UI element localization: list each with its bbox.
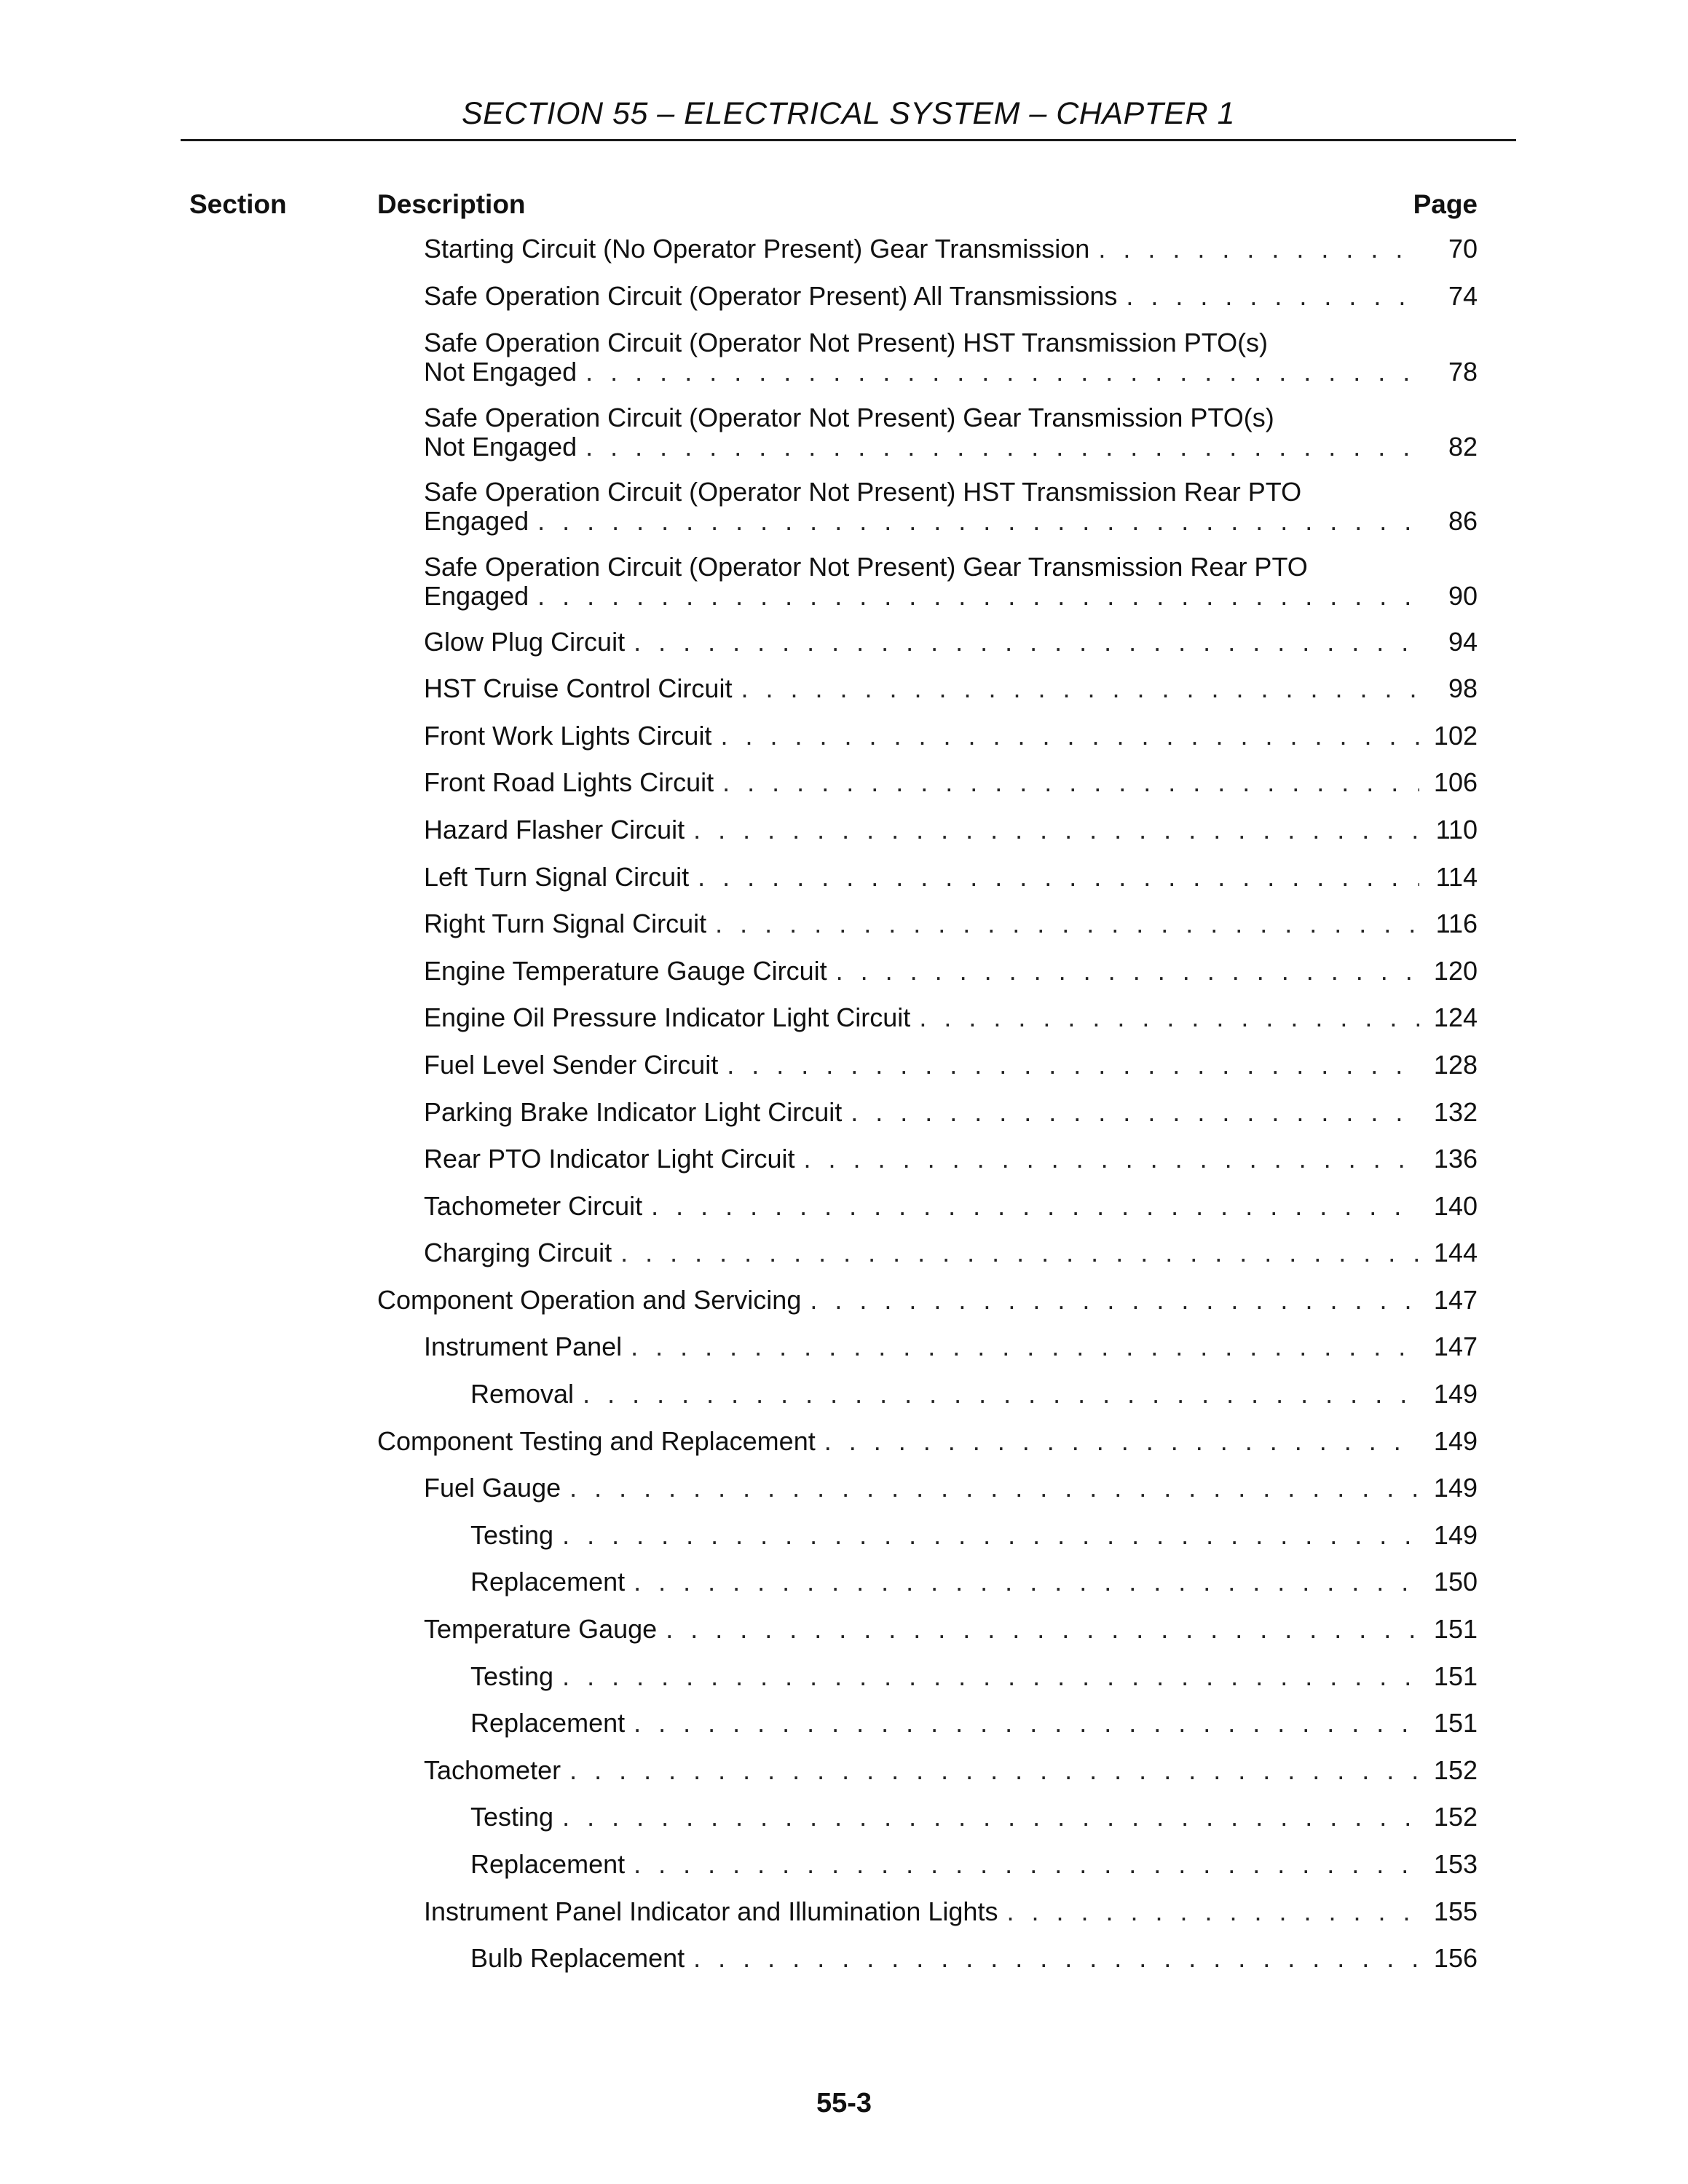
toc-entry-leader-line bbox=[424, 1615, 1478, 1644]
dot-leader bbox=[851, 1098, 1419, 1127]
dot-leader bbox=[693, 1944, 1419, 1973]
toc-entry-page: 70 bbox=[1448, 234, 1478, 264]
toc-entry-title-line: Safe Operation Circuit (Operator Not Present) Gear Transmission Rear PTO bbox=[424, 551, 1308, 582]
toc-entry bbox=[377, 1427, 1478, 1456]
toc-entry-page: 147 bbox=[1433, 1332, 1478, 1362]
toc-entry-leader-line bbox=[470, 1521, 1478, 1550]
toc-entry-title: Instrument Panel Indicator and Illumination Lights bbox=[424, 1896, 998, 1926]
dot-leader bbox=[583, 1380, 1419, 1409]
toc-entry-leader-line bbox=[424, 1192, 1478, 1221]
toc-entry-leader-line bbox=[470, 1380, 1478, 1409]
toc-entry-title: Not Engaged bbox=[424, 432, 577, 462]
toc-entry bbox=[377, 1286, 1478, 1315]
dot-leader bbox=[569, 1756, 1419, 1785]
toc-entry-title: Testing bbox=[470, 1520, 554, 1550]
dot-leader bbox=[569, 1473, 1419, 1503]
toc-entry bbox=[377, 674, 1478, 703]
toc-entry-page: 150 bbox=[1433, 1567, 1478, 1597]
toc-entry-title: Front Work Lights Circuit bbox=[424, 721, 712, 751]
page-number-footer: 55-3 bbox=[816, 2088, 872, 2118]
dot-leader bbox=[727, 1051, 1419, 1080]
toc-entry-page: 94 bbox=[1448, 627, 1478, 657]
description-column-header: Description bbox=[377, 189, 526, 219]
toc-entry-page: 153 bbox=[1433, 1850, 1478, 1879]
toc-entry-leader-line bbox=[424, 1473, 1478, 1503]
toc-entry bbox=[377, 1567, 1478, 1597]
dot-leader bbox=[562, 1521, 1419, 1550]
toc-entry-leader-line bbox=[424, 1756, 1478, 1785]
toc-entry-title: Instrument Panel bbox=[424, 1332, 623, 1362]
toc-entry-page: 151 bbox=[1433, 1709, 1478, 1738]
toc-entry-leader-line bbox=[424, 507, 1478, 536]
toc-entry bbox=[377, 815, 1478, 844]
toc-entry bbox=[377, 553, 1478, 611]
toc-entry-title: Rear PTO Indicator Light Circuit bbox=[424, 1144, 795, 1174]
toc-entry-title: Component Testing and Replacement bbox=[377, 1426, 816, 1456]
dot-leader bbox=[585, 432, 1419, 462]
toc-entry bbox=[377, 234, 1478, 264]
dot-leader bbox=[824, 1427, 1419, 1456]
toc-entry bbox=[377, 282, 1478, 311]
dot-leader bbox=[836, 957, 1419, 986]
toc-entry-page: 114 bbox=[1435, 862, 1478, 892]
toc-entry-page: 124 bbox=[1433, 1003, 1478, 1033]
dot-leader bbox=[698, 863, 1419, 892]
toc-entry-page: 102 bbox=[1433, 721, 1478, 751]
toc-entry-page: 149 bbox=[1433, 1380, 1478, 1409]
dot-leader bbox=[585, 357, 1419, 387]
toc-entry bbox=[377, 403, 1478, 462]
toc-entry-page: 156 bbox=[1433, 1944, 1478, 1974]
toc-entry bbox=[377, 1850, 1478, 1879]
toc-entry-leader-line bbox=[424, 815, 1478, 844]
toc-entry-title: Fuel Gauge bbox=[424, 1473, 561, 1503]
dot-leader bbox=[562, 1662, 1419, 1691]
toc-entry-leader-line bbox=[424, 282, 1478, 311]
toc-entry-leader-line bbox=[424, 1098, 1478, 1127]
dot-leader bbox=[634, 1567, 1419, 1597]
toc-entry-leader-line bbox=[424, 957, 1478, 986]
dot-leader bbox=[722, 768, 1419, 797]
toc-entry-title: Starting Circuit (No Operator Present) Gear Transmission bbox=[424, 234, 1090, 264]
toc-entry-page: 151 bbox=[1433, 1615, 1478, 1645]
dot-leader bbox=[537, 507, 1419, 536]
toc-entry-title: Glow Plug Circuit bbox=[424, 627, 626, 657]
toc-entry-leader-line bbox=[424, 1003, 1478, 1032]
toc-entry-title: Engine Oil Pressure Indicator Light Circuit bbox=[424, 1003, 911, 1033]
page-column-header: Page bbox=[1413, 189, 1478, 219]
dot-leader bbox=[631, 1332, 1419, 1361]
toc-entry-title: Hazard Flasher Circuit bbox=[424, 815, 685, 844]
toc-entry-title: Fuel Level Sender Circuit bbox=[424, 1050, 719, 1080]
dot-leader bbox=[537, 582, 1419, 611]
toc-entry-title: Safe Operation Circuit (Operator Present) All Transmissions bbox=[424, 281, 1118, 311]
toc-entry bbox=[377, 478, 1478, 536]
toc-entry bbox=[377, 1521, 1478, 1550]
dot-leader bbox=[715, 909, 1419, 938]
toc-entry-page: 82 bbox=[1448, 432, 1478, 462]
toc-entry-page: 116 bbox=[1435, 909, 1478, 939]
dot-leader bbox=[1126, 282, 1419, 311]
toc-entry-title: Tachometer Circuit bbox=[424, 1191, 643, 1221]
dot-leader bbox=[634, 628, 1419, 657]
toc-entry-title: Left Turn Signal Circuit bbox=[424, 862, 690, 892]
toc-entry bbox=[377, 1944, 1478, 1973]
toc-entry-title: Replacement bbox=[470, 1567, 626, 1597]
toc-entry bbox=[377, 1709, 1478, 1738]
toc-entry-page: 74 bbox=[1448, 281, 1478, 311]
toc-entry-page: 149 bbox=[1433, 1426, 1478, 1456]
page-header bbox=[181, 89, 1516, 141]
toc-entry bbox=[377, 768, 1478, 797]
toc-entry-title: Charging Circuit bbox=[424, 1238, 612, 1268]
toc-entry-title: Tachometer bbox=[424, 1755, 561, 1785]
toc-entry-leader-line bbox=[377, 1286, 1478, 1315]
toc-entry-leader-line bbox=[470, 1709, 1478, 1738]
toc-entry-leader-line bbox=[470, 1850, 1478, 1879]
dot-leader bbox=[620, 1238, 1419, 1267]
toc-entry-leader-line bbox=[470, 1944, 1478, 1973]
toc-entry-title: Engine Temperature Gauge Circuit bbox=[424, 956, 827, 986]
dot-leader bbox=[666, 1615, 1419, 1644]
toc-entry bbox=[377, 1380, 1478, 1409]
toc-entry-page: 90 bbox=[1448, 581, 1478, 611]
toc-entry bbox=[377, 1803, 1478, 1832]
dot-leader bbox=[1006, 1897, 1419, 1926]
dot-leader bbox=[562, 1803, 1419, 1832]
toc-entry bbox=[377, 1662, 1478, 1691]
toc-entry-title-line: Safe Operation Circuit (Operator Not Present) HST Transmission Rear PTO bbox=[424, 477, 1302, 507]
toc-entry bbox=[377, 1003, 1478, 1032]
toc-entry bbox=[377, 628, 1478, 657]
dot-leader bbox=[810, 1286, 1419, 1315]
toc-entry-leader-line bbox=[424, 768, 1478, 797]
dot-leader bbox=[651, 1192, 1419, 1221]
toc-entry-page: 136 bbox=[1433, 1144, 1478, 1174]
section-column-header: Section bbox=[189, 189, 287, 219]
toc-entry-leader-line bbox=[470, 1662, 1478, 1691]
toc-entry bbox=[377, 863, 1478, 892]
toc-entry-page: 120 bbox=[1433, 956, 1478, 986]
toc-entry-leader-line bbox=[424, 1051, 1478, 1080]
toc-entry-page: 128 bbox=[1433, 1050, 1478, 1080]
toc-entry-title: Replacement bbox=[470, 1850, 626, 1879]
toc-entry-title: Replacement bbox=[470, 1709, 626, 1738]
toc-entry bbox=[377, 1897, 1478, 1926]
toc-entry-leader-line bbox=[470, 1803, 1478, 1832]
dot-leader bbox=[919, 1003, 1419, 1032]
toc-entry-title: Testing bbox=[470, 1803, 554, 1832]
chapter-title: SECTION 55 – ELECTRICAL SYSTEM – CHAPTER 1 bbox=[461, 96, 1236, 131]
toc-entry-title: Engaged bbox=[424, 581, 529, 611]
toc-entry-page: 149 bbox=[1433, 1473, 1478, 1503]
toc-entry bbox=[377, 721, 1478, 751]
toc-entry-page: 149 bbox=[1433, 1520, 1478, 1550]
dot-leader bbox=[634, 1850, 1419, 1879]
toc-entry-leader-line bbox=[470, 1567, 1478, 1597]
toc-entry-leader-line bbox=[377, 1427, 1478, 1456]
toc-entry-title: Removal bbox=[470, 1380, 575, 1409]
toc-entry bbox=[377, 1332, 1478, 1361]
toc-entry bbox=[377, 1473, 1478, 1503]
dot-leader bbox=[634, 1709, 1419, 1738]
toc-entry-leader-line bbox=[424, 1332, 1478, 1361]
toc-entry-title: Component Operation and Servicing bbox=[377, 1285, 802, 1315]
dot-leader bbox=[804, 1144, 1419, 1174]
toc-entry-leader-line bbox=[424, 432, 1478, 462]
toc-entry bbox=[377, 1098, 1478, 1127]
toc-entry-leader-line bbox=[424, 863, 1478, 892]
toc-entry bbox=[377, 957, 1478, 986]
toc-entry-page: 98 bbox=[1448, 674, 1478, 704]
dot-leader bbox=[720, 721, 1419, 751]
toc-entry-leader-line bbox=[424, 582, 1478, 611]
toc-entry-page: 140 bbox=[1433, 1191, 1478, 1221]
toc-entry-title: Temperature Gauge bbox=[424, 1615, 658, 1645]
table-of-contents bbox=[377, 234, 1478, 1991]
toc-entry-page: 78 bbox=[1448, 357, 1478, 387]
toc-entry-leader-line bbox=[424, 721, 1478, 751]
toc-entry-page: 110 bbox=[1435, 815, 1478, 844]
toc-entry bbox=[377, 909, 1478, 938]
dot-leader bbox=[1098, 234, 1419, 264]
toc-entry-page: 132 bbox=[1433, 1097, 1478, 1127]
toc-entry-title-line: Safe Operation Circuit (Operator Not Present) Gear Transmission PTO(s) bbox=[424, 402, 1274, 432]
toc-entry-page: 152 bbox=[1433, 1755, 1478, 1785]
toc-entry-title: Not Engaged bbox=[424, 357, 577, 387]
toc-entry bbox=[377, 1756, 1478, 1785]
toc-entry bbox=[377, 328, 1478, 387]
toc-entry-page: 151 bbox=[1433, 1661, 1478, 1691]
dot-leader bbox=[693, 815, 1419, 844]
toc-entry-page: 152 bbox=[1433, 1803, 1478, 1832]
toc-entry-leader-line bbox=[424, 909, 1478, 938]
toc-entry-title: Right Turn Signal Circuit bbox=[424, 909, 707, 939]
toc-entry bbox=[377, 1144, 1478, 1174]
dot-leader bbox=[741, 674, 1419, 703]
toc-entry-title: Testing bbox=[470, 1661, 554, 1691]
toc-entry-leader-line bbox=[424, 1144, 1478, 1174]
toc-entry-title: HST Cruise Control Circuit bbox=[424, 674, 733, 704]
toc-entry-page: 144 bbox=[1433, 1238, 1478, 1268]
toc-entry-title: Front Road Lights Circuit bbox=[424, 768, 714, 798]
toc-entry-title: Bulb Replacement bbox=[470, 1944, 685, 1974]
toc-entry-title-line: Safe Operation Circuit (Operator Not Present) HST Transmission PTO(s) bbox=[424, 328, 1269, 358]
toc-entry-leader-line bbox=[424, 628, 1478, 657]
toc-entry-leader-line bbox=[424, 234, 1478, 264]
toc-entry-page: 147 bbox=[1433, 1285, 1478, 1315]
toc-entry-leader-line bbox=[424, 674, 1478, 703]
toc-entry-title: Engaged bbox=[424, 507, 529, 537]
toc-entry bbox=[377, 1051, 1478, 1080]
toc-entry-leader-line bbox=[424, 1897, 1478, 1926]
toc-entry bbox=[377, 1615, 1478, 1644]
toc-entry-page: 155 bbox=[1433, 1896, 1478, 1926]
toc-entry-leader-line bbox=[424, 357, 1478, 387]
toc-entry bbox=[377, 1192, 1478, 1221]
toc-entry bbox=[377, 1238, 1478, 1267]
toc-entry-leader-line bbox=[424, 1238, 1478, 1267]
toc-entry-page: 86 bbox=[1448, 507, 1478, 537]
toc-entry-title: Parking Brake Indicator Light Circuit bbox=[424, 1097, 843, 1127]
toc-entry-page: 106 bbox=[1433, 768, 1478, 798]
